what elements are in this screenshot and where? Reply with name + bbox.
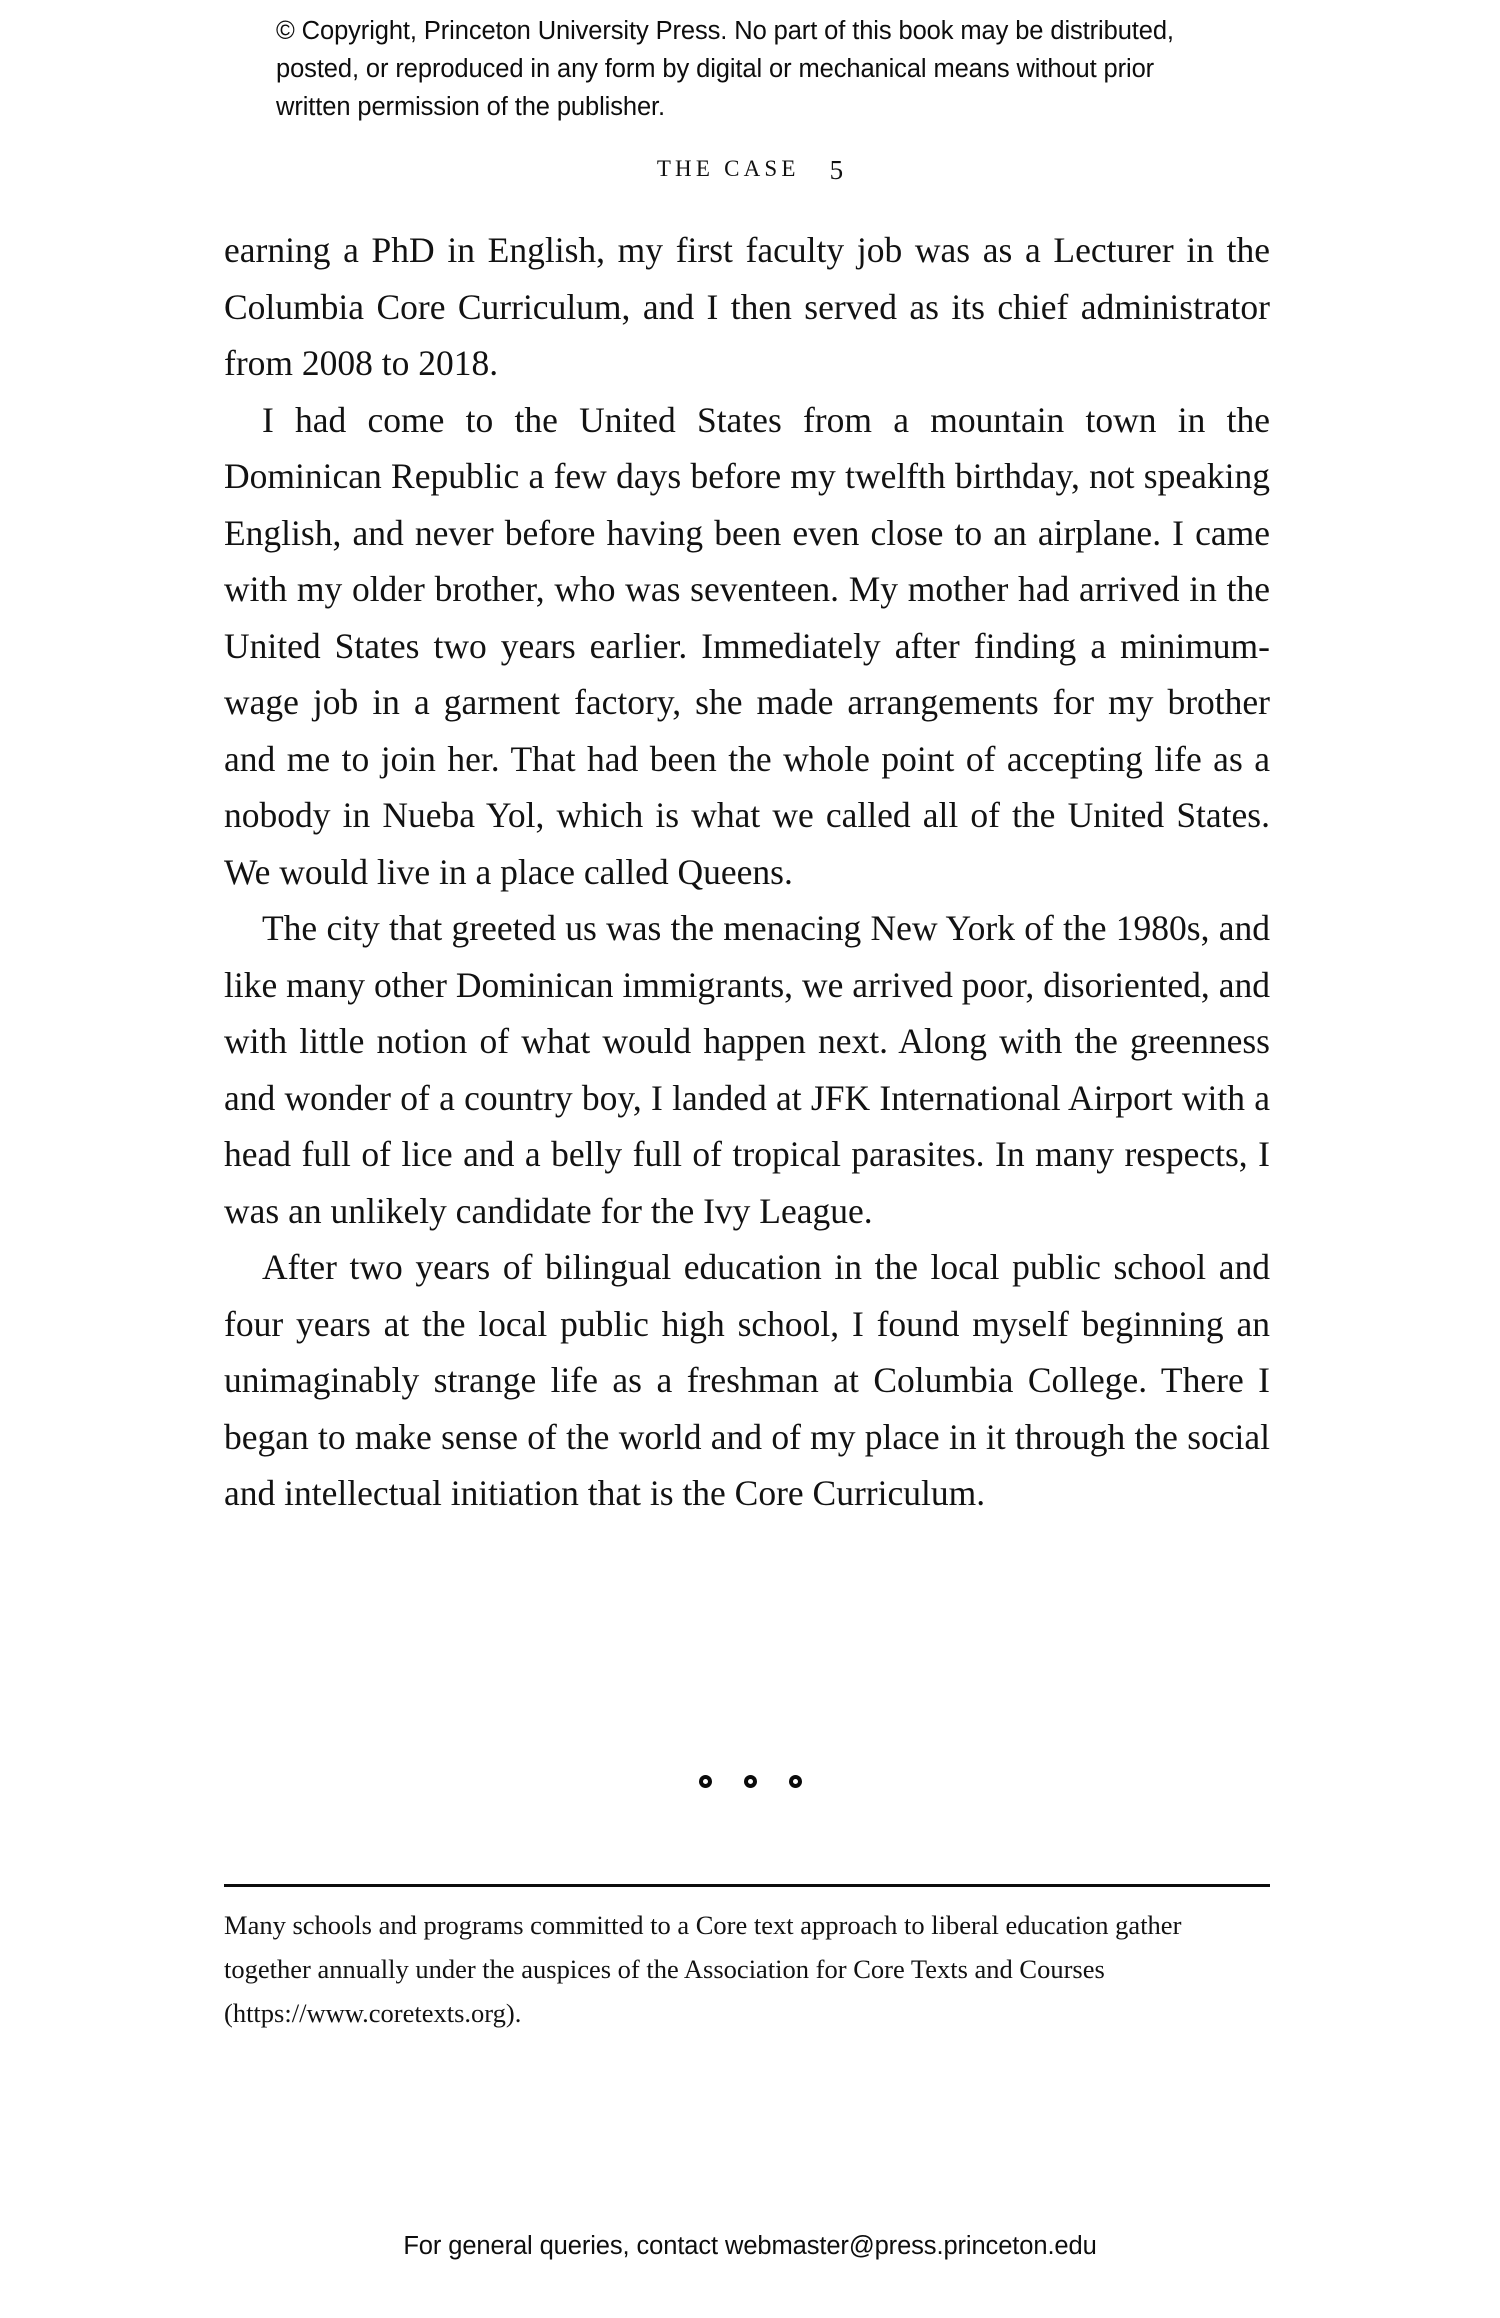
footnote-separator-rule [224, 1884, 1270, 1887]
ornament-ring-icon [699, 1775, 712, 1788]
section-break-ornament [0, 1772, 1500, 1790]
paragraph: After two years of bilingual education in the local public school and four years at the local public high school, I found myself beginning an unimaginably strange life as a freshman at Columbia College. There I began to make sense of the world and of my place in it through the social and intellectual initiation that is the Core Curriculum. [224, 1247, 1270, 1513]
paragraph: I had come to the United States from a mountain town in the Dominican Republic a few days before my twelfth birthday, not speaking English, and never before having been even close to an airplane. I came with my older brother, who was seventeen. My mother had arrived in the United States two years earlier. Immediately after finding a minimum-wage job in a garment factory, she made arrangements for my brother and me to join her. That had been the whole point of accepting life as a nobody in Nueba Yol, which is what we called all of the United States. We would live in a place called Queens. [224, 399, 1270, 892]
running-head [0, 152, 1500, 183]
page-number: 5 [829, 155, 844, 185]
running-head-title: THE CASE [656, 156, 800, 181]
ornament-ring-icon [789, 1775, 802, 1788]
page-footer: For general queries, contact webmaster@press.princeton.edu [403, 2232, 1097, 2260]
copyright-notice: © Copyright, Princeton University Press. No part of this book may be distributed, posted, or reproduced in any form by digital or mechanical means without prior written permission of the publisher. [276, 17, 1174, 121]
footnote-text: Many schools and programs committed to a Core text approach to liberal education gather together annually under the auspices of the Association for Core Texts and Courses (https://www.coretexts.org). [224, 1910, 1182, 2028]
paragraph: earning a PhD in English, my first faculty job was as a Lecturer in the Columbia Core Curriculum, and I then served as its chief administrator from 2008 to 2018. [224, 230, 1270, 383]
body-text [224, 222, 1270, 1522]
ornament-ring-icon [744, 1775, 757, 1788]
paragraph: The city that greeted us was the menacing New York of the 1980s, and like many other Dominican immigrants, we arrived poor, disoriented, and with little notion of what would happen next. Along with the greenness and wonder of a country boy, I landed at JFK International Airport with a head full of lice and a belly full of tropical parasites. In many respects, I was an unlikely candidate for the Ivy League. [224, 908, 1270, 1231]
